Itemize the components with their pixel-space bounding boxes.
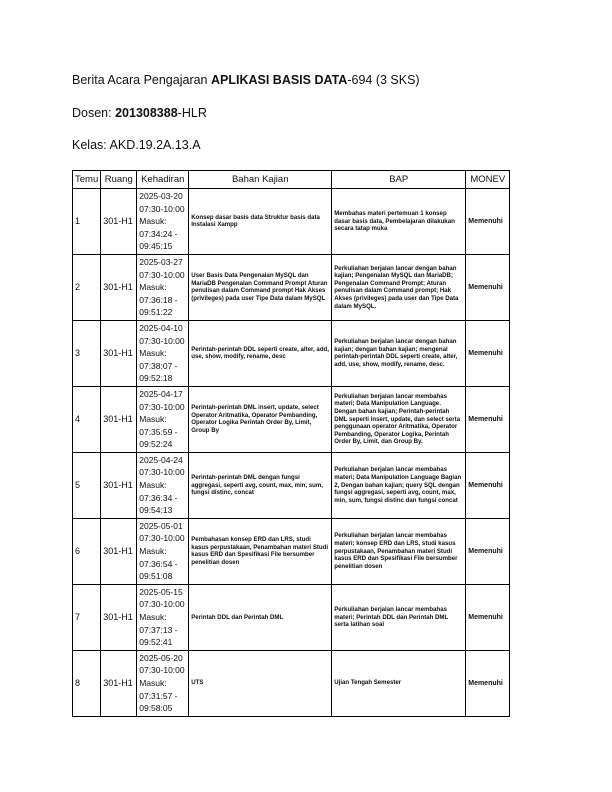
dosen-suffix: -HLR: [177, 106, 207, 120]
table-row: [73, 518, 510, 584]
cell-kehadiran: 2025-04-17 07:30-10:00 Masuk: 07:35:59 - 09:52:24: [137, 386, 189, 452]
cell-temu: 4: [73, 386, 101, 452]
cell-bahan-kajian: Konsep dasar basis data Struktur basis data Instalasi Xampp: [189, 189, 332, 255]
column-header-temu: Temu: [73, 171, 101, 189]
cell-bahan-kajian: UTS: [189, 650, 332, 716]
document-title: [72, 73, 420, 87]
cell-kehadiran: 2025-05-01 07:30-10:00 Masuk: 07:36:54 - 09:51:08: [137, 518, 189, 584]
cell-bahan-kajian: Perintah-perintah DML dengan fungsi aggregasi, seperti avg, count, max, min, sum, fungsi distinc, concat: [189, 452, 332, 518]
table-row: [73, 254, 510, 320]
cell-temu: 5: [73, 452, 101, 518]
cell-bap: Ujian Tengah Semester: [332, 650, 466, 716]
cell-kehadiran: 2025-05-20 07:30-10:00 Masuk: 07:31:57 - 09:58:05: [137, 650, 189, 716]
table-row: [73, 650, 510, 716]
cell-ruang: 301-H1: [101, 189, 137, 255]
cell-bahan-kajian: Perintah DDL dan Perintah DML: [189, 584, 332, 650]
table-header-row: [73, 171, 510, 189]
cell-monev: Memenuhi: [466, 320, 510, 386]
cell-monev: Memenuhi: [466, 584, 510, 650]
cell-ruang: 301-H1: [101, 452, 137, 518]
cell-kehadiran: 2025-03-27 07:30-10:00 Masuk: 07:36:18 - 09:51:22: [137, 254, 189, 320]
dosen-id: 201308388: [115, 106, 178, 120]
cell-ruang: 301-H1: [101, 386, 137, 452]
table-body: [73, 189, 510, 717]
table-row: [73, 584, 510, 650]
cell-bap: Perkuliahan berjalan lancar dengan bahan kajian; dengan bahan kajian; mengenal perintah-perintah DDL seperti create, alter, add, use, show, modify, rename, desc.: [332, 320, 466, 386]
cell-bap: Perkuliahan berjalan lancar dengan bahan kajian; Pengenalan MySQL dan MariaDB; Pengenalan Command Prompt; Aturan penulisan dalam Command prompt; Hak Akses (privileges) pada user dan Tipe Data dalam MySQL.: [332, 254, 466, 320]
cell-bap: Membahas materi pertemuan 1 konsep dasar basis data, Pembelajaran dilakukan secara tatap muka: [332, 189, 466, 255]
cell-temu: 7: [73, 584, 101, 650]
cell-bahan-kajian: Perintah-perintah DML insert, update, select Operator Aritmatika, Operator Pembanding, Operator Logika Perintah Order By, Limit, Group By: [189, 386, 332, 452]
column-header-ruang: Ruang: [101, 171, 137, 189]
attendance-table: [72, 170, 510, 717]
column-header-kehadiran: Kehadiran: [137, 171, 189, 189]
title-suffix: -694 (3 SKS): [347, 73, 420, 87]
cell-bahan-kajian: Pembahasan konsep ERD dan LRS, studi kasus perpustakaan, Penambahan materi Studi kasus ERD dan Spesifikasi File bersumber penelitian dosen: [189, 518, 332, 584]
cell-temu: 8: [73, 650, 101, 716]
cell-kehadiran: 2025-03-20 07:30-10:00 Masuk: 07:34:24 - 09:45:15: [137, 189, 189, 255]
cell-monev: Memenuhi: [466, 452, 510, 518]
cell-bahan-kajian: Perintah-perintah DDL seperti create, alter, add, use, show, modify, rename, desc: [189, 320, 332, 386]
cell-monev: Memenuhi: [466, 518, 510, 584]
cell-ruang: 301-H1: [101, 518, 137, 584]
cell-monev: Memenuhi: [466, 386, 510, 452]
cell-temu: 2: [73, 254, 101, 320]
cell-bap: Perkuliahan berjalan lancar membahas materi; Data Manipulation Language. Dengan bahan kajian; Perintah-perintah DML seperti insert, update, dan select serta penggunaan operator Aritmatika, Operator Pembanding, Operator Logika, Perintah Order By, Limit, dan Group By.: [332, 386, 466, 452]
cell-bap: Perkuliahan berjalan lancar membahas materi; Data Manipulation Language Bagian 2, Dengan bahan kajian; query SQL dengan fungsi aggregasi, seperti avg, count, max, min, sum, fungsi distinc dan fungsi concat: [332, 452, 466, 518]
column-header-bahan-kajian: Bahan Kajian: [189, 171, 332, 189]
cell-ruang: 301-H1: [101, 584, 137, 650]
kelas-line: Kelas: AKD.19.2A.13.A: [72, 138, 201, 152]
dosen-label: Dosen:: [72, 106, 116, 120]
cell-monev: Memenuhi: [466, 650, 510, 716]
cell-ruang: 301-H1: [101, 254, 137, 320]
cell-temu: 1: [73, 189, 101, 255]
column-header-monev: MONEV: [466, 171, 510, 189]
cell-ruang: 301-H1: [101, 320, 137, 386]
table-row: [73, 386, 510, 452]
cell-kehadiran: 2025-04-10 07:30-10:00 Masuk: 07:38:07 - 09:52:18: [137, 320, 189, 386]
cell-ruang: 301-H1: [101, 650, 137, 716]
title-prefix: Berita Acara Pengajaran: [72, 73, 211, 87]
cell-monev: Memenuhi: [466, 189, 510, 255]
cell-temu: 3: [73, 320, 101, 386]
cell-bahan-kajian: User Basis Data Pengenalan MySQL dan MariaDB Pengenalan Command Prompt Aturan penulisan dalam Command prompt Hak Akses (privileges) pada user Tipe Data dalam MySQL: [189, 254, 332, 320]
cell-kehadiran: 2025-05-15 07:30-10:00 Masuk: 07:37:13 - 09:52:41: [137, 584, 189, 650]
cell-bap: Perkuliahan berjalan lancar membahas materi; konsep ERD dan LRS, studi kasus perpustakaan, Penambahan materi Studi kasus ERD dan Spesifikasi File bersumber penelitian dosen: [332, 518, 466, 584]
course-name: APLIKASI BASIS DATA: [210, 73, 348, 87]
cell-bap: Perkuliahan berjalan lancar membahas materi; Perintah DDL dan Perintah DML serta latihan soal: [332, 584, 466, 650]
table-row: [73, 189, 510, 255]
dosen-line: [72, 106, 207, 120]
cell-monev: Memenuhi: [466, 254, 510, 320]
cell-kehadiran: 2025-04-24 07:30-10:00 Masuk: 07:36:34 - 09:54:13: [137, 452, 189, 518]
table-row: [73, 452, 510, 518]
column-header-bap: BAP: [332, 171, 466, 189]
table-row: [73, 320, 510, 386]
cell-temu: 6: [73, 518, 101, 584]
